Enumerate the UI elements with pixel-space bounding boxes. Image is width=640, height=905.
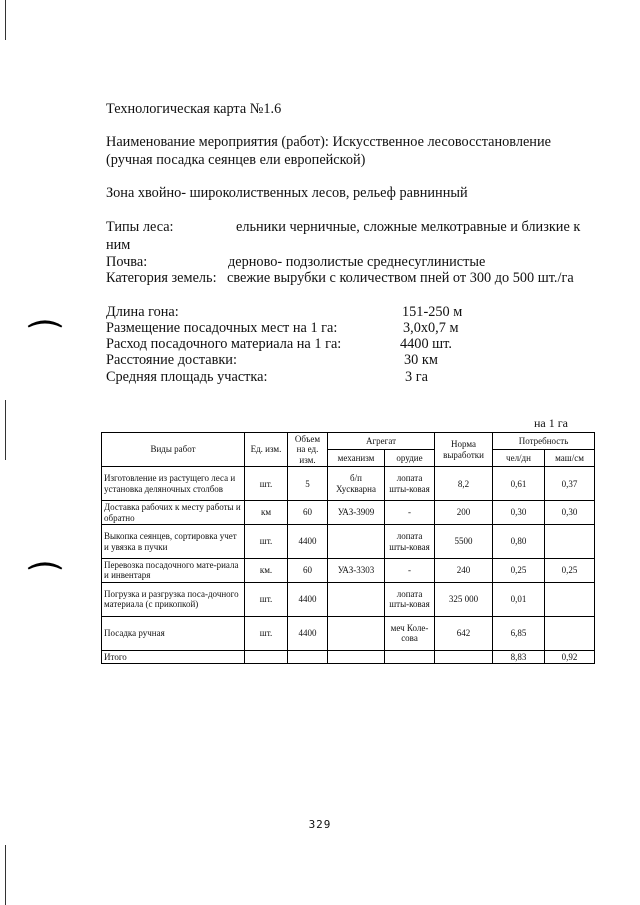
cell-tool: лопата шты-ковая [385,582,435,616]
header-aggregate: Агрегат [328,433,435,450]
total-label: Итого [102,650,245,663]
header-volume: Объем на ед. изм. [288,433,328,467]
header-machine-shifts: маш/см [545,450,595,467]
cell-unit: шт. [245,467,288,501]
land-category-value: свежие вырубки с количеством пней от 300 до 500 шт./га [227,270,574,286]
work-table [101,432,595,664]
cell-machine-shifts [545,582,595,616]
cell-mechanism: б/п Хускварна [328,467,385,501]
cell-work: Посадка ручная [102,616,245,650]
cell-volume: 60 [288,559,328,583]
cell-machine-shifts: 0,30 [545,501,595,525]
land-category-label: Категория земель: [106,270,217,286]
cell-unit: шт. [245,582,288,616]
cell-man-days: 0,01 [493,582,545,616]
cell-volume: 60 [288,501,328,525]
table-row [102,525,595,559]
cell-norm: 200 [435,501,493,525]
table-row [102,501,595,525]
cell-unit: шт. [245,525,288,559]
event-name-line1: Наименование мероприятия (работ): Искусственное лесовосстановление [106,134,551,150]
cell-mechanism [328,525,385,559]
cell-man-days: 6,85 [493,616,545,650]
cell-machine-shifts: 0,37 [545,467,595,501]
scan-edge-line-top [5,0,6,40]
cell-work: Перевозка посадочного мате-риала и инвентаря [102,559,245,583]
cell-unit: км. [245,559,288,583]
cell-volume: 4400 [288,525,328,559]
zone-text: Зона хвойно- широколиственных лесов, рельеф равнинный [106,185,468,201]
scan-edge-line-mid [5,400,6,460]
cell-tool: лопата шты-ковая [385,467,435,501]
cell-work: Выкопка сеянцев, сортировка учет и увязка в пучки [102,525,245,559]
document-title: Технологическая карта №1.6 [106,101,282,117]
page-number: 329 [308,818,332,831]
cell-volume: 4400 [288,582,328,616]
param-label: Размещение посадочных мест на 1 га: [106,320,338,336]
cell-tool: - [385,559,435,583]
header-mechanism: механизм [328,450,385,467]
cell-norm: 8,2 [435,467,493,501]
total-machine-shifts: 0,92 [545,650,595,663]
binding-mark-bottom: ⌒ [28,563,62,600]
cell-tool: - [385,501,435,525]
cell-unit: км [245,501,288,525]
table-row [102,582,595,616]
cell-empty [245,650,288,663]
header-man-days: чел/дн [493,450,545,467]
param-value: 30 км [404,352,438,368]
param-label: Расход посадочного материала на 1 га: [106,336,342,352]
cell-volume: 4400 [288,616,328,650]
cell-norm: 5500 [435,525,493,559]
cell-empty [328,650,385,663]
forest-types-cont: ним [106,237,131,253]
cell-man-days: 0,25 [493,559,545,583]
cell-tool: меч Коле-сова [385,616,435,650]
table-row [102,616,595,650]
scan-edge-line-bottom [5,845,6,905]
forest-types-label: Типы леса: [106,219,174,235]
table-row [102,467,595,501]
total-man-days: 8,83 [493,650,545,663]
cell-work: Доставка рабочих к месту работы и обратно [102,501,245,525]
header-norm: Норма выработки [435,433,493,467]
header-work: Виды работ [102,433,245,467]
param-label: Расстояние доставки: [106,352,237,368]
header-unit: Ед. изм. [245,433,288,467]
table-unit-note: на 1 га [534,416,568,430]
cell-man-days: 0,30 [493,501,545,525]
cell-mechanism [328,582,385,616]
soil-label: Почва: [106,254,148,270]
table-row [102,559,595,583]
event-name-line2: (ручная посадка сеянцев ели европейской) [106,152,366,168]
param-value: 3 га [405,369,428,385]
forest-types-value: ельники черничные, сложные мелкотравные и близкие к [236,219,581,235]
header-need: Потребность [493,433,595,450]
param-value: 151-250 м [402,304,463,320]
param-value: 3,0x0,7 м [403,320,459,336]
cell-norm: 642 [435,616,493,650]
cell-work: Изготовление из растущего леса и установка деляночных столбов [102,467,245,501]
cell-norm: 325 000 [435,582,493,616]
param-label: Средняя площадь участка: [106,369,268,385]
cell-unit: шт. [245,616,288,650]
param-label: Длина гона: [106,304,179,320]
cell-mechanism [328,616,385,650]
cell-work: Погрузка и разгрузка поса-дочного материала (с прикопкой) [102,582,245,616]
cell-volume: 5 [288,467,328,501]
cell-norm: 240 [435,559,493,583]
header-tool: орудие [385,450,435,467]
cell-man-days: 0,61 [493,467,545,501]
cell-mechanism: УАЗ-3303 [328,559,385,583]
cell-mechanism: УАЗ-3909 [328,501,385,525]
binding-mark-top: ⌒ [28,321,62,358]
cell-empty [288,650,328,663]
cell-machine-shifts [545,616,595,650]
cell-tool: лопата шты-ковая [385,525,435,559]
cell-man-days: 0,80 [493,525,545,559]
param-value: 4400 шт. [400,336,452,352]
cell-machine-shifts [545,525,595,559]
cell-empty [385,650,435,663]
soil-value: дерново- подзолистые среднесуглинистые [228,254,486,270]
cell-machine-shifts: 0,25 [545,559,595,583]
table-total-row [102,650,595,663]
cell-empty [435,650,493,663]
